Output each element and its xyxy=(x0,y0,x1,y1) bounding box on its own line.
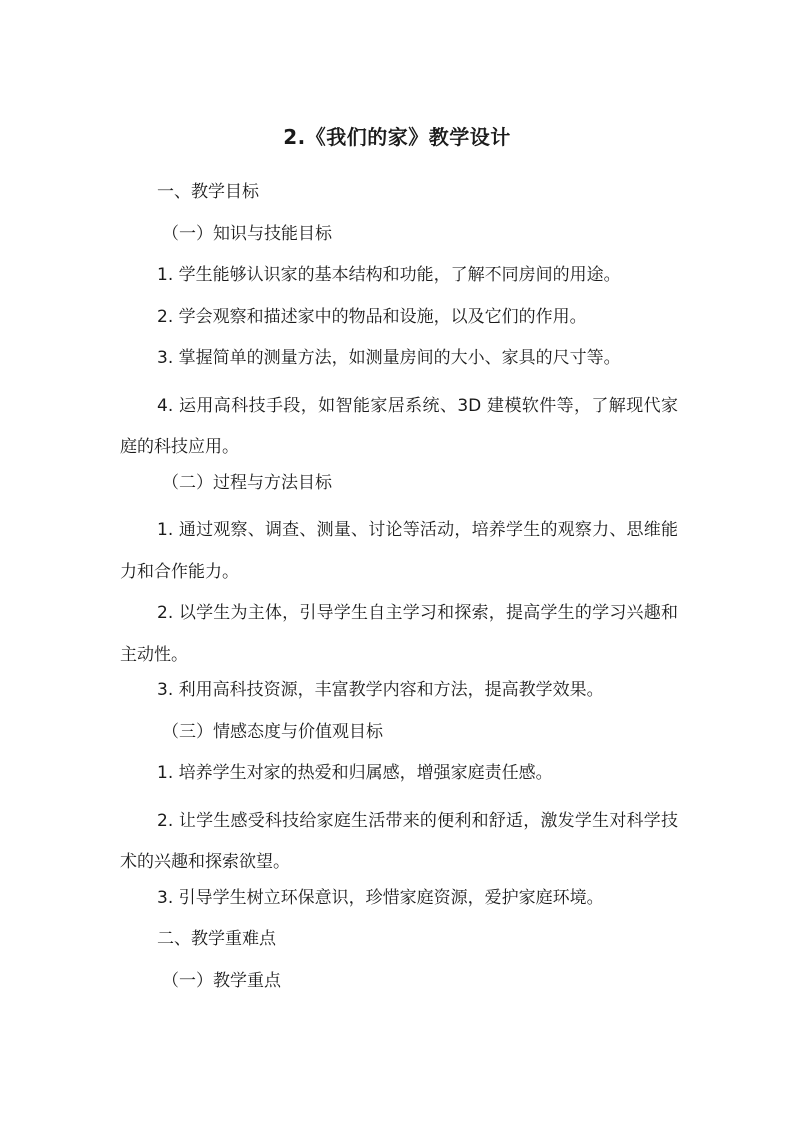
document-title: 2.《我们的家》教学设计 xyxy=(283,125,511,149)
list-item: 2. 学会观察和描述家中的物品和设施，以及它们的作用。 xyxy=(157,306,587,327)
list-item: 3. 掌握简单的测量方法，如测量房间的大小、家具的尺寸等。 xyxy=(157,348,621,368)
list-item: 3. 利用高科技资源，丰富教学内容和方法，提高教学效果。 xyxy=(157,680,604,700)
list-item: 1. 学生能够认识家的基本结构和功能，了解不同房间的用途。 xyxy=(157,265,621,285)
list-item: 1. 通过观察、调查、测量、讨论等活动，培养学生的观察力、思维能力和合作能力。 xyxy=(120,520,678,582)
list-item: 2. 以学生为主体，引导学生自主学习和探索，提高学生的学习兴趣和主动性。 xyxy=(120,603,678,665)
list-item: 3. 引导学生树立环保意识，珍惜家庭资源，爱护家庭环境。 xyxy=(157,887,604,908)
document-body xyxy=(120,178,678,1008)
subheading-process-methods: （二）过程与方法目标 xyxy=(162,472,332,493)
subheading-teaching-focus: （一）教学重点 xyxy=(162,970,281,991)
subheading-emotion-values: （三）情感态度与价值观目标 xyxy=(162,721,383,742)
list-item: 4. 运用高科技手段，如智能家居系统、3D 建模软件等，了解现代家庭的科技应用。 xyxy=(120,395,678,457)
section-heading-key-difficulties: 二、教学重难点 xyxy=(157,929,276,949)
list-item: 2. 让学生感受科技给家庭生活带来的便利和舒适，激发学生对科学技术的兴趣和探索欲望。 xyxy=(120,810,678,872)
list-item: 1. 培养学生对家的热爱和归属感，增强家庭责任感。 xyxy=(157,763,553,783)
section-heading-objectives: 一、教学目标 xyxy=(157,182,259,202)
subheading-knowledge-skills: （一）知识与技能目标 xyxy=(162,223,332,244)
